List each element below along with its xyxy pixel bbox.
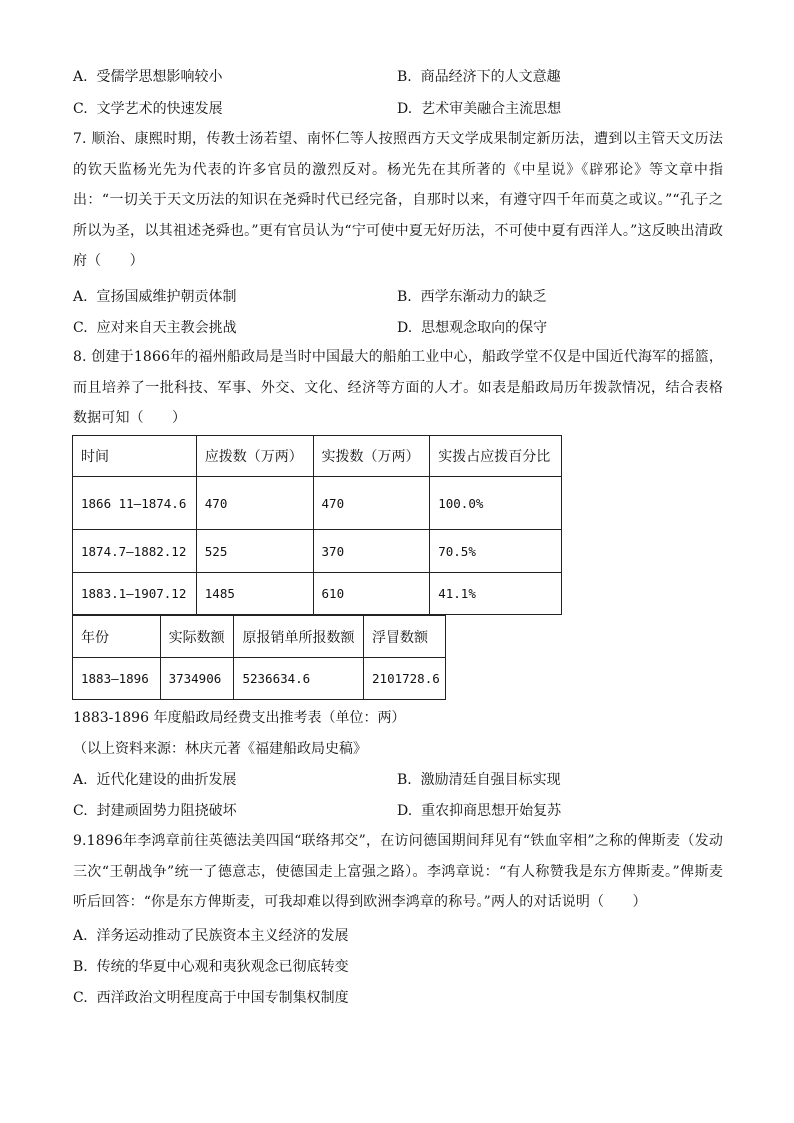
table-cell: 370 [313, 530, 430, 573]
table-cell: 1883—1896 [73, 658, 161, 700]
expenditure-table [72, 615, 446, 700]
table-header-cell: 时间 [73, 436, 197, 477]
q7-option-d: D. 思想观念取向的保守 [397, 320, 548, 336]
table-header-cell: 浮冒数额 [364, 616, 446, 658]
table-cell: 1485 [196, 573, 313, 615]
table-header-cell: 实际数额 [160, 616, 234, 658]
q7-option-c: C. 应对来自天主教会挑战 [73, 320, 237, 336]
q7-option-a: A. 宣扬国威维护朝贡体制 [73, 289, 237, 305]
table-cell: 1866 11—1874.6 [73, 477, 197, 530]
q9-option-b: B. 传统的华夏中心观和夷狄观念已彻底转变 [73, 959, 349, 975]
table-cell: 470 [196, 477, 313, 530]
table-row [73, 477, 562, 530]
q8-option-c: C. 封建顽固势力阻挠破坏 [73, 803, 237, 819]
q8-option-b: B. 激励清廷自强目标实现 [397, 772, 561, 788]
q6-option-a: A. 受儒学思想影响较小 [73, 69, 223, 85]
table-row [73, 573, 562, 615]
table-row [73, 530, 562, 573]
table-cell: 3734906 [160, 658, 234, 700]
q7-option-b: B. 西学东渐动力的缺乏 [397, 289, 547, 305]
table-header-cell: 原报销单所报数额 [234, 616, 364, 658]
q9-option-a: A. 洋务运动推动了民族资本主义经济的发展 [73, 928, 349, 944]
table-caption: 1883-1896 年度船政局经费支出推考表（单位：两） [73, 710, 406, 726]
table-header-row [73, 616, 446, 658]
table-cell: 100.0% [430, 477, 562, 530]
table-header-cell: 实拨数（万两） [313, 436, 430, 477]
table-cell: 470 [313, 477, 430, 530]
q9-option-c: C. 西洋政治文明程度高于中国专制集权制度 [73, 990, 349, 1006]
allocation-table [72, 435, 562, 615]
table-cell: 70.5% [430, 530, 562, 573]
q8-option-a: A. 近代化建设的曲折发展 [73, 772, 237, 788]
table-cell: 1874.7—1882.12 [73, 530, 197, 573]
table-cell: 5236634.6 [234, 658, 364, 700]
table-cell: 41.1% [430, 573, 562, 615]
table-header-row [73, 436, 562, 477]
q7-stem: 7. 顺治、康熙时期，传教士汤若望、南怀仁等人按照西方天文学成果制定新历法，遭到以主管天文历法的钦天监杨光先为代表的许多官员的激烈反对。杨光先在其所著的《中星说》《辟邪论》等文章中指出：“一切关于天文历法的知识在尧舜时代已经完备，自那时以来，有遵守四千年而莫之或议。”“孔子之所以为圣，以其祖述尧舜也。”更有官员认为“宁可使中夏无好历法，不可使中夏有西洋人。”这反映出清政府（ ） [73, 131, 723, 269]
q8-stem: 8. 创建于1866年的福州船政局是当时中国最大的船舶工业中心，船政学堂不仅是中国近代海军的摇篮，而且培养了一批科技、军事、外交、文化、经济等方面的人才。如表是船政局历年拨款情况，结合表格数据可知（ ） [73, 349, 723, 426]
q6-option-c: C. 文学艺术的快速发展 [73, 101, 223, 117]
table-row [73, 658, 446, 700]
table-header-cell: 实拨占应拨百分比 [430, 436, 562, 477]
table-header-cell: 年份 [73, 616, 161, 658]
table-cell: 610 [313, 573, 430, 615]
q6-option-b: B. 商品经济下的人文意趣 [397, 69, 561, 85]
table-cell: 1883.1—1907.12 [73, 573, 197, 615]
source-note: （以上资料来源：林庆元著《福建船政局史稿》 [73, 741, 367, 757]
q9-stem: 9.1896年李鸿章前往英德法美四国“联络邦交”，在访问德国期间拜见有“铁血宰相”之称的俾斯麦（发动三次“王朝战争”统一了德意志，使德国走上富强之路）。李鸿章说：“有人称赞我是东方俾斯麦。”俾斯麦听后回答：“你是东方俾斯麦，可我却难以得到欧洲李鸿章的称号。”两人的对话说明（ ） [73, 833, 723, 910]
table-cell: 525 [196, 530, 313, 573]
q6-option-d: D. 艺术审美融合主流思想 [397, 101, 562, 117]
table-header-cell: 应拨数（万两） [196, 436, 313, 477]
table-cell: 2101728.6 [364, 658, 446, 700]
q8-option-d: D. 重农抑商思想开始复苏 [397, 803, 562, 819]
